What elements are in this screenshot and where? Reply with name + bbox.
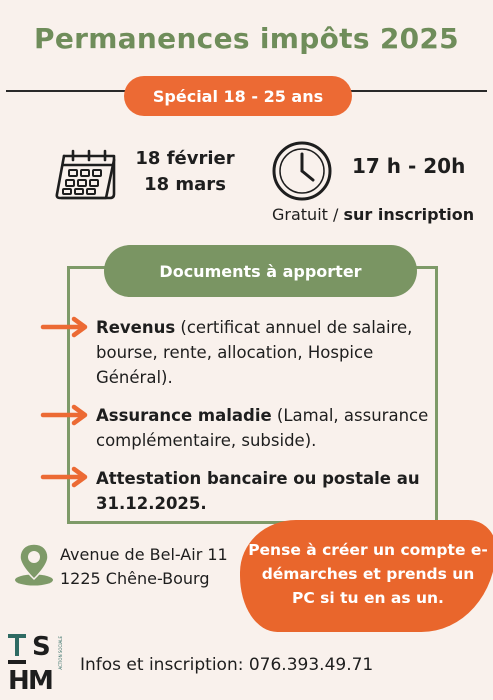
document-item-attestation	[96, 466, 452, 516]
event-dates	[130, 146, 240, 198]
item-title: Attestation bancaire ou postale au 31.12.2025.	[96, 469, 420, 513]
arrow-right-icon	[40, 466, 90, 492]
logo-stem	[15, 634, 19, 656]
item-title: Revenus	[96, 318, 176, 337]
document-item-revenus	[96, 315, 452, 390]
callout-text: Pense à créer un compte e-démarches et prends un PC si tu en as un.	[248, 541, 488, 607]
event-time: 17 h - 20h	[352, 154, 466, 178]
item-title: Assurance maladie	[96, 406, 272, 425]
address	[60, 543, 228, 591]
contact-info: Infos et inscription: 076.393.49.71	[80, 655, 374, 675]
address-city: 1225 Chêne-Bourg	[60, 569, 210, 588]
arrow-right-icon	[40, 316, 90, 342]
document-item-assurance	[96, 403, 452, 453]
logo-underline	[8, 660, 26, 664]
logo-letter-m: M	[28, 666, 54, 696]
logo	[6, 632, 68, 696]
divider-left	[6, 90, 128, 92]
item-detail: (Lamal, assurance complémentaire, subside).	[96, 406, 429, 450]
clock-icon	[271, 140, 333, 206]
calendar-icon	[52, 148, 118, 208]
sur-inscription-label: sur inscription	[343, 205, 475, 224]
price-info	[272, 205, 474, 224]
logo-letter-s: S	[32, 632, 51, 662]
arrow-right-icon	[40, 404, 90, 430]
page-title: Permanences impôts 2025	[34, 22, 459, 55]
date-1: 18 février	[135, 148, 235, 169]
documents-heading: Documents à apporter	[104, 245, 417, 297]
address-street: Avenue de Bel-Air 11	[60, 545, 228, 564]
logo-vertical-text: ACTION SOCIALE	[58, 636, 63, 670]
gratuit-label: Gratuit /	[272, 205, 339, 224]
date-2: 18 mars	[144, 174, 226, 195]
age-badge: Spécial 18 - 25 ans	[124, 76, 352, 116]
map-pin-icon	[12, 541, 56, 591]
item-detail: (certificat annuel de salaire, bourse, rente, allocation, Hospice Général).	[96, 318, 413, 387]
logo-letter-h: H	[8, 666, 30, 696]
divider-right	[350, 90, 487, 92]
